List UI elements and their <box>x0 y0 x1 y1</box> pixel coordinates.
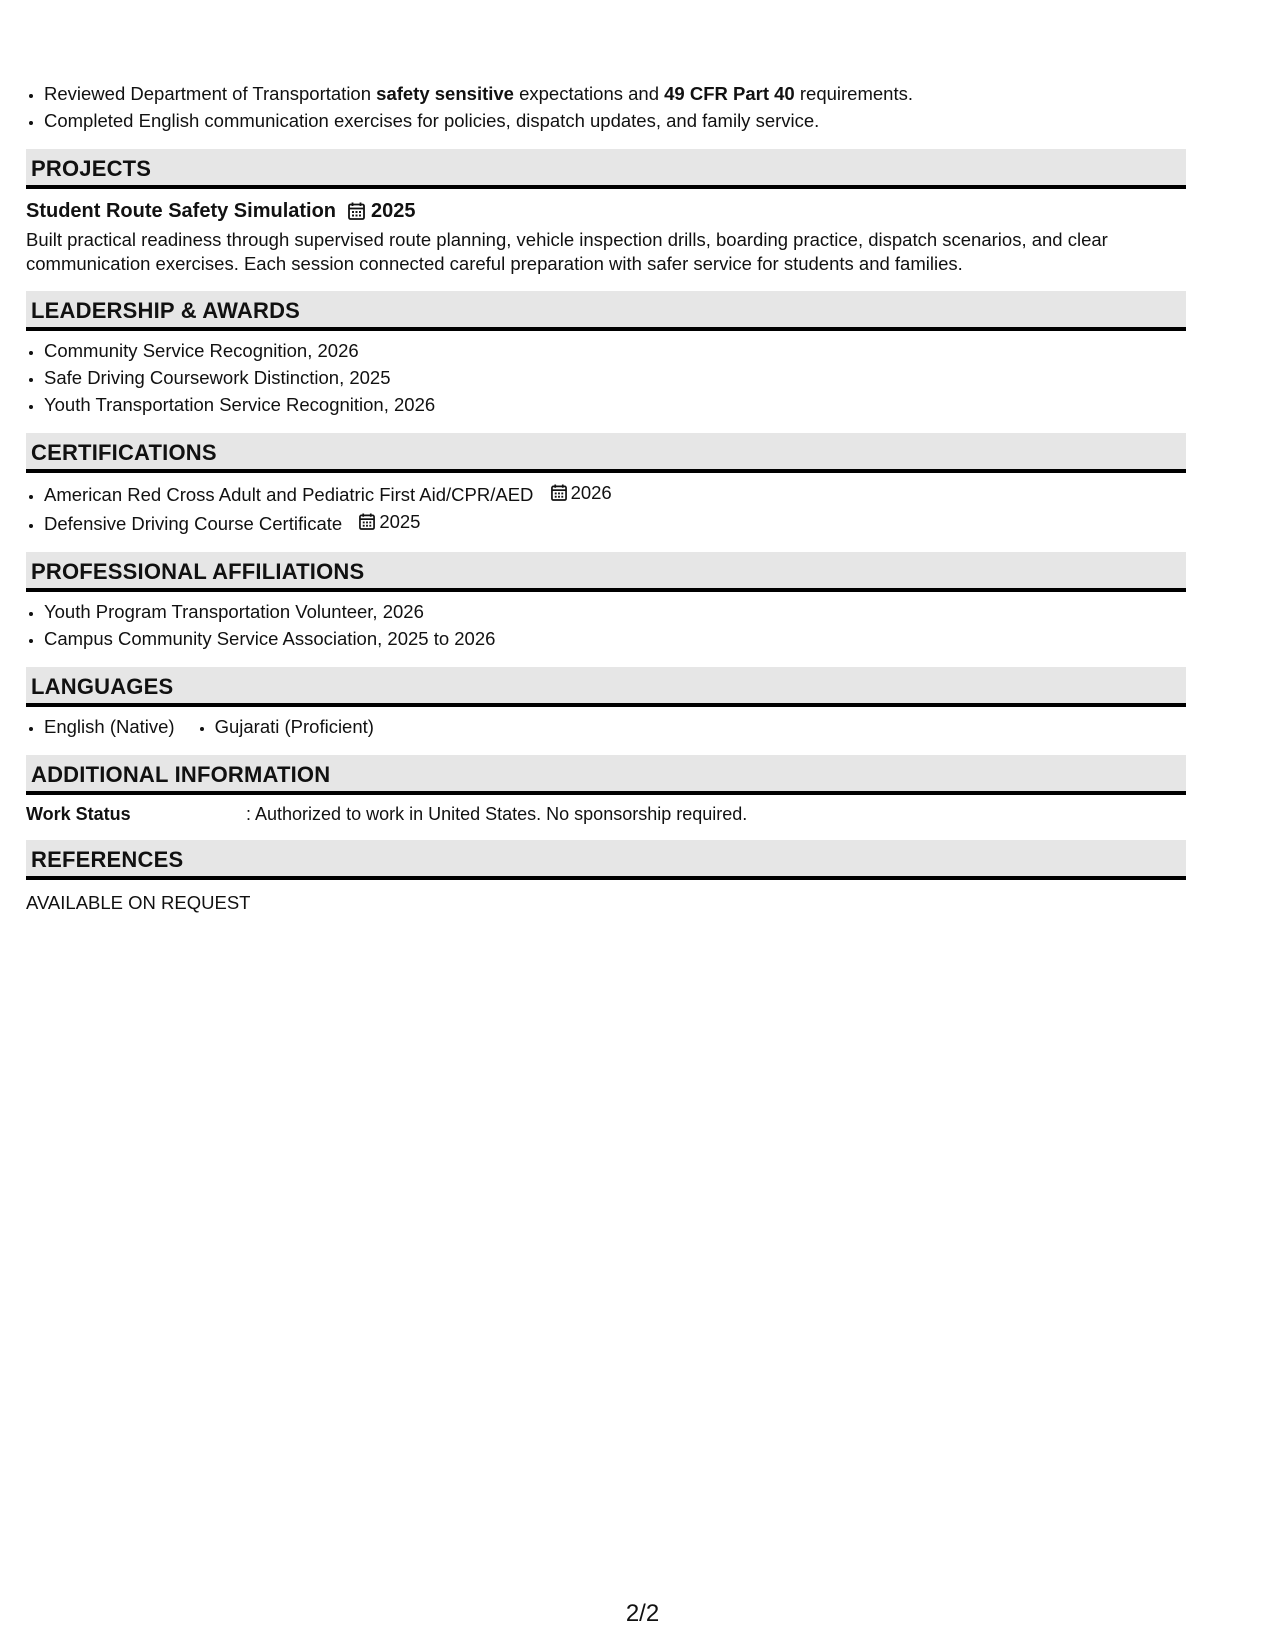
section-heading-certifications: CERTIFICATIONS <box>26 433 1186 473</box>
experience-bullet-list <box>26 0 1186 134</box>
certification-date: 2026 <box>570 482 612 503</box>
language-item: • English (Native) <box>44 713 175 740</box>
certification-date: 2025 <box>379 511 421 532</box>
list-item <box>44 80 1186 107</box>
project-date: 2025 <box>371 200 416 222</box>
bullet-text: Completed English communication exercises for policies, dispatch updates, and family service. <box>44 110 820 131</box>
bullet-text: Reviewed Department of Transportation <box>44 83 377 104</box>
bullet-bold-text: 49 CFR Part 40 <box>664 83 795 104</box>
certifications-list <box>26 479 1186 537</box>
calendar-icon <box>348 202 365 220</box>
section-heading-references: REFERENCES <box>26 840 1186 880</box>
list-item: • Youth Transportation Service Recognition, 2026 <box>44 391 1186 418</box>
project-description: Built practical readiness through supervised route planning, vehicle inspection drills, boarding practice, dispatch scenarios, and clear communication exercises. Each session connected careful preparation with safer service for students and families. <box>26 229 1108 274</box>
list-item <box>44 508 1186 537</box>
section-heading-additional-information: ADDITIONAL INFORMATION <box>26 755 1186 795</box>
languages-list <box>26 713 1186 740</box>
section-heading-leadership: LEADERSHIP & AWARDS <box>26 291 1186 331</box>
work-status-label: Work Status <box>26 804 131 824</box>
certification-date-group <box>347 508 420 535</box>
calendar-icon <box>359 513 375 530</box>
certification-date-group <box>539 479 612 506</box>
work-status-value: : Authorized to work in United States. No sponsorship required. <box>246 804 748 824</box>
leadership-list <box>26 337 1186 418</box>
section-heading-languages: LANGUAGES <box>26 667 1186 707</box>
list-item: • Youth Program Transportation Volunteer, 2026 <box>44 598 1186 625</box>
calendar-icon <box>551 484 567 501</box>
list-item <box>44 479 1186 508</box>
references-text: AVAILABLE ON REQUEST <box>26 892 251 913</box>
list-item: • Campus Community Service Association, 2025 to 2026 <box>44 625 1186 652</box>
work-status-row <box>26 803 1186 825</box>
section-heading-affiliations: PROFESSIONAL AFFILIATIONS <box>26 552 1186 592</box>
affiliations-list <box>26 598 1186 652</box>
section-heading-projects: PROJECTS <box>26 149 1186 189</box>
list-item: • Community Service Recognition, 2026 <box>44 337 1186 364</box>
page-number: 2/2 <box>625 1600 660 1627</box>
certification-name: Defensive Driving Course Certificate <box>44 513 343 534</box>
project-title: Student Route Safety Simulation <box>26 200 337 222</box>
language-item: • Gujarati (Proficient) <box>215 713 374 740</box>
bullet-text: expectations and <box>513 83 665 104</box>
certification-name: American Red Cross Adult and Pediatric First Aid/CPR/AED <box>44 484 534 505</box>
list-item <box>44 107 1186 134</box>
project-title-row <box>26 198 1186 224</box>
bullet-text: requirements. <box>794 83 913 104</box>
list-item: • Safe Driving Coursework Distinction, 2025 <box>44 364 1186 391</box>
bullet-bold-text: safety sensitive <box>376 83 514 104</box>
